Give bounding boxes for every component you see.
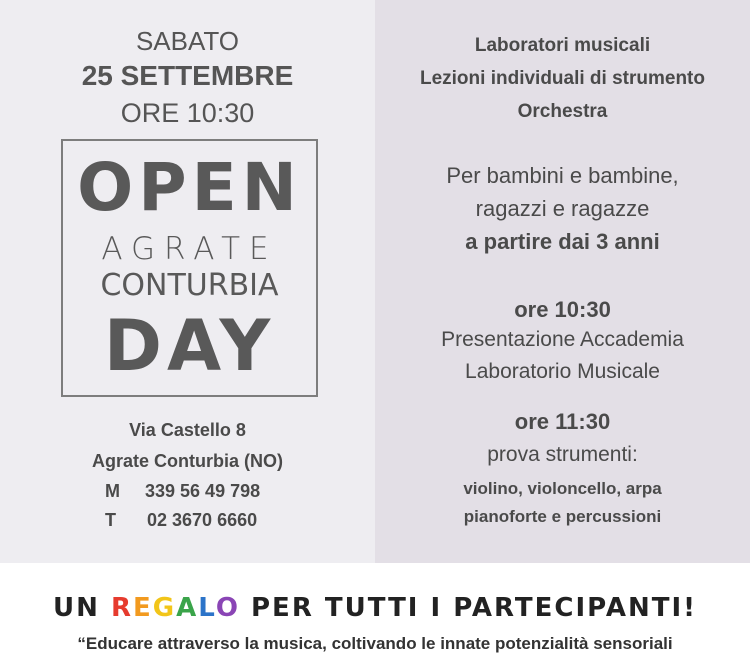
audience-line: Per bambini e bambine,: [446, 163, 679, 188]
mobile-number[interactable]: 339 56 49 798: [145, 481, 261, 501]
event-time: ORE 10:30: [120, 98, 255, 128]
activity-item: Orchestra: [517, 101, 608, 122]
slot1-time: ore 10:30: [514, 297, 611, 322]
rainbow-letter: O: [215, 593, 240, 623]
mobile-label: M: [105, 481, 120, 501]
slot1-description: Laboratorio Musicale: [465, 360, 660, 383]
gift-rainbow-word: [111, 593, 240, 623]
logo-agrate-text: AGRATE: [101, 231, 278, 267]
phone-label: T: [105, 510, 116, 530]
rainbow-letter: L: [198, 593, 216, 623]
address-street: Via Castello 8: [129, 420, 246, 440]
quote-text: “Educare attraverso la musica, coltivando le innate potenzialità sensoriali: [77, 634, 673, 653]
rainbow-letter: R: [110, 593, 133, 623]
slot2-instruments: pianoforte e percussioni: [463, 507, 662, 526]
open-day-logo: [61, 139, 318, 397]
phone-number[interactable]: 02 3670 6660: [147, 510, 258, 530]
rainbow-letter: G: [152, 593, 177, 623]
event-day: SABATO: [135, 26, 240, 56]
event-date: 25 SETTEMBRE: [81, 60, 294, 91]
gift-headline: [0, 593, 750, 623]
gift-prefix: UN: [53, 593, 111, 623]
slot1-description: Presentazione Accademia: [441, 328, 684, 351]
slot2-time: ore 11:30: [514, 409, 611, 434]
slot2-description: prova strumenti:: [487, 443, 638, 466]
logo-conturbia-text: CONTURBIA: [100, 268, 279, 303]
activity-item: Laboratori musicali: [474, 35, 651, 56]
slot2-instruments: violino, violoncello, arpa: [463, 479, 662, 498]
rainbow-letter: A: [176, 593, 199, 623]
activity-item: Lezioni individuali di strumento: [419, 68, 705, 89]
audience-age: a partire dai 3 anni: [465, 229, 660, 254]
logo-open-text: OPEN: [77, 149, 302, 226]
rainbow-letter: E: [132, 593, 153, 623]
logo-day-text: DAY: [103, 305, 276, 387]
address-city: Agrate Conturbia (NO): [92, 451, 283, 471]
audience-line: ragazzi e ragazze: [475, 196, 650, 221]
gift-suffix: PER TUTTI I PARTECIPANTI!: [239, 593, 697, 623]
